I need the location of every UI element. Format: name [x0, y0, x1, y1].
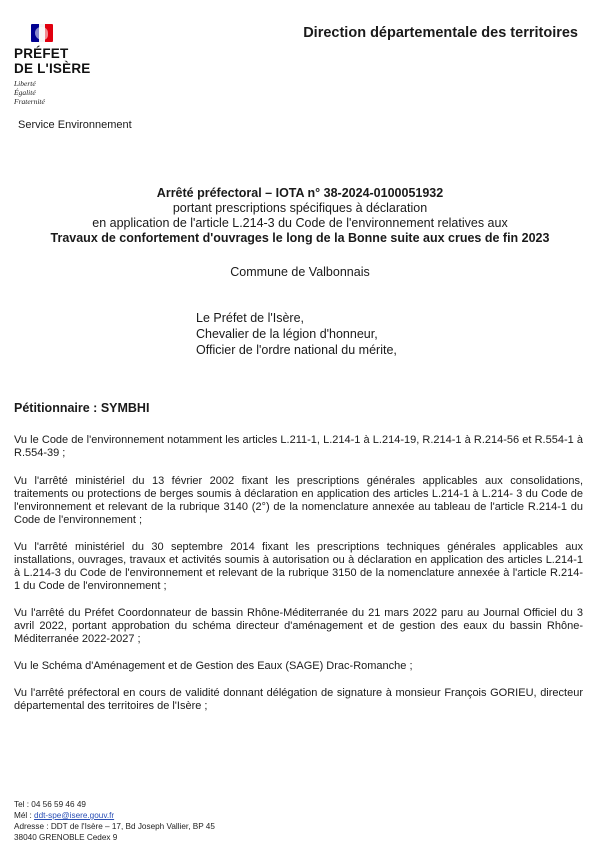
footer-address: Adresse : DDT de l'Isère – 17, Bd Joseph Vallier, BP 45 [14, 822, 215, 831]
prefet-block [196, 310, 397, 358]
footer-mail-link[interactable]: ddt-spe@isere.gouv.fr [34, 811, 115, 820]
decree-number: Arrêté préfectoral – IOTA n° 38-2024-0100051932 [156, 186, 444, 200]
motto-fraternite: Fraternité [14, 97, 45, 106]
vu-paragraph-4: Vu l'arrêté du Préfet Coordonnateur de bassin Rhône-Méditerranée du 21 mars 2022 paru au Journal Officiel du 3 avril 2022, portant approbation du schéma directeur d'aménagement et de gestion des eaux du bassin Rhône-Méditerranée 2022-2027 ; [14, 607, 583, 645]
footer-mail-line [14, 810, 215, 821]
commune-name: Commune de Valbonnais [230, 265, 370, 279]
motto-egalite: Égalité [14, 88, 36, 97]
vu-paragraph-2: Vu l'arrêté ministériel du 13 février 2002 fixant les prescriptions générales applicables aux consolidations, traitements ou protections de berges soumis à déclaration en application des articles L.214-1 à L.214- 3 du Code de l'environnement et relevant de la rubrique 3140 (2°) de la nomenclature annexée au tableau de l'article R.214-1 du Code de l'environnement ; [14, 475, 583, 526]
prefet-line-2: Chevalier de la légion d'honneur, [196, 327, 378, 341]
vu-paragraph-1: Vu le Code de l'environnement notamment les articles L.211-1, L.214-1 à L.214-19, R.214-1 à R.214-56 et R.554-1 à R.554-39 ; [14, 434, 583, 459]
decree-subtitle-2: en application de l'article L.214-3 du Code de l'environnement relatives aux [92, 216, 508, 230]
decree-subtitle-1: portant prescriptions spécifiques à déclaration [172, 201, 428, 215]
logo-text [14, 46, 104, 76]
contact-footer [14, 799, 215, 843]
decree-title [0, 186, 600, 246]
direction-title: Direction départementale des territoires [303, 25, 578, 41]
footer-city: 38040 GRENOBLE Cedex 9 [14, 833, 118, 842]
decree-subject: Travaux de confortement d'ouvrages le long de la Bonne suite aux crues de fin 2023 [50, 231, 550, 245]
footer-mail-label: Mél : [14, 811, 35, 820]
motto-liberte: Liberté [14, 79, 36, 88]
service-name: Service Environnement [18, 119, 132, 131]
prefecture-logo [14, 24, 104, 106]
petitionnaire: Pétitionnaire : SYMBHI [14, 401, 150, 415]
vu-paragraph-5: Vu le Schéma d'Aménagement et de Gestion des Eaux (SAGE) Drac-Romanche ; [14, 660, 413, 672]
logo-line-2: DE L'ISÈRE [14, 61, 91, 76]
prefet-line-3: Officier de l'ordre national du mérite, [196, 343, 397, 357]
logo-line-1: PRÉFET [14, 46, 69, 61]
prefet-line-1: Le Préfet de l'Isère, [196, 311, 305, 325]
vu-paragraph-3: Vu l'arrêté ministériel du 30 septembre 2014 fixant les prescriptions techniques générales applicables aux installations, ouvrages, travaux et activités soumis à autorisation ou à déclaration en application des articles L.214-1 à L.214-3 du Code de l'environnement et relevant de la rubrique 3150 de la nomenclature annexée à l'article R.214-1 du Code de l'environnement ; [14, 541, 583, 592]
vu-paragraph-6: Vu l'arrêté préfectoral en cours de validité donnant délégation de signature à monsieur François GORIEU, directeur départemental des territoires de l'Isère ; [14, 687, 583, 712]
footer-phone: Tel : 04 56 59 46 49 [14, 800, 86, 809]
marianne-flag-icon [31, 24, 53, 42]
republic-motto [14, 79, 104, 106]
